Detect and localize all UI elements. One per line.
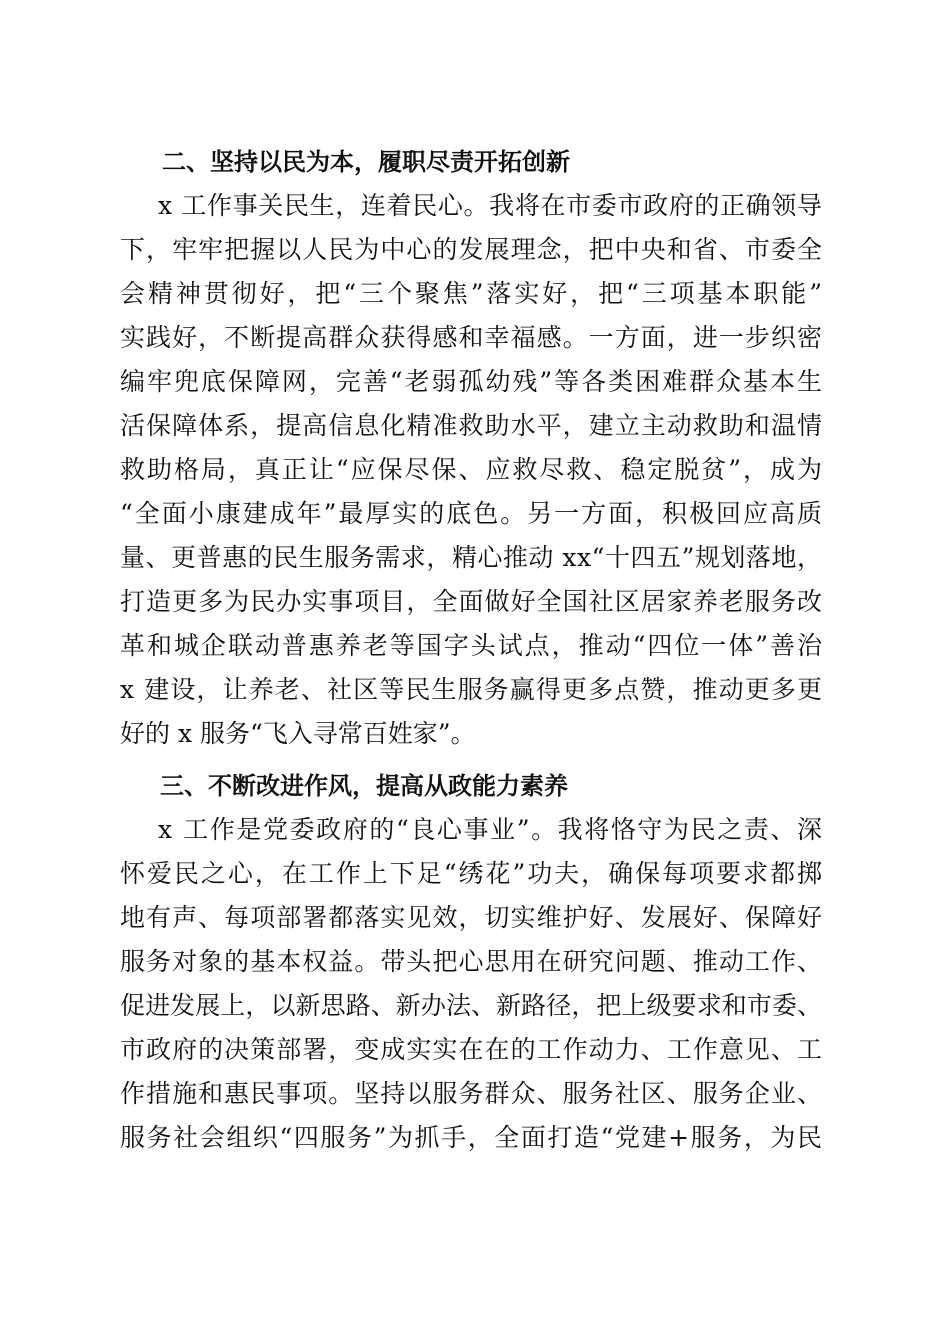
paragraph-line: 服务对象的基本权益。带头把心思用在研究问题、推动工作、 xyxy=(120,947,824,976)
paragraph-line: 好的 x 服务“飞入寻常百姓家”。 xyxy=(120,719,476,748)
paragraph-line: x 工作是党委政府的“良心事业”。我将恪守为民之责、深 xyxy=(158,815,824,844)
paragraph-line: 量、更普惠的民生服务需求，精心推动 xx“十四五”规划落地， xyxy=(120,543,823,572)
section-heading-2: 二、坚持以民为本，履职尽责开拓创新 xyxy=(162,148,570,176)
paragraph-line: 下，牢牢把握以人民为中心的发展理念，把中央和省、市委全 xyxy=(120,235,824,264)
paragraph-line: 地有声、每项部署都落实见效，切实维护好、发展好、保障好 xyxy=(120,903,824,932)
paragraph-line: 作措施和惠民事项。坚持以服务群众、服务社区、服务企业、 xyxy=(120,1079,824,1108)
section-heading-3: 三、不断改进作风，提高从政能力素养 xyxy=(160,772,568,800)
paragraph-line: 救助格局，真正让“应保尽保、应救尽救、稳定脱贫”，成为 xyxy=(120,455,824,484)
paragraph-line: 会精神贯彻好，把“三个聚焦”落实好，把“三项基本职能” xyxy=(120,279,825,308)
paragraph-line: 编牢兜底保障网，完善“老弱孤幼残”等各类困难群众基本生 xyxy=(120,367,824,396)
paragraph-line: “全面小康建成年”最厚实的底色。另一方面，积极回应高质 xyxy=(120,499,824,528)
paragraph-line: 活保障体系，提高信息化精准救助水平，建立主动救助和温情 xyxy=(120,411,824,440)
paragraph-line: x 建设，让养老、社区等民生服务赢得更多点赞，推动更多更 xyxy=(120,675,824,704)
paragraph-line: 革和城企联动普惠养老等国字头试点，推动“四位一体”善治 xyxy=(120,631,824,660)
paragraph-line: x 工作事关民生，连着民心。我将在市委市政府的正确领导 xyxy=(158,191,823,220)
paragraph-line: 打造更多为民办实事项目，全面做好全国社区居家养老服务改 xyxy=(120,587,824,616)
paragraph-line: 服务社会组织“四服务”为抓手，全面打造“党建+服务，为民 xyxy=(120,1123,824,1152)
paragraph-line: 怀爱民之心，在工作上下足“绣花”功夫，确保每项要求都掷 xyxy=(120,859,824,888)
paragraph-line: 实践好，不断提高群众获得感和幸福感。一方面，进一步织密 xyxy=(120,323,824,352)
paragraph-line: 市政府的决策部署，变成实实在在的工作动力、工作意见、工 xyxy=(120,1035,824,1064)
paragraph-line: 促进发展上，以新思路、新办法、新路径，把上级要求和市委、 xyxy=(120,991,823,1020)
